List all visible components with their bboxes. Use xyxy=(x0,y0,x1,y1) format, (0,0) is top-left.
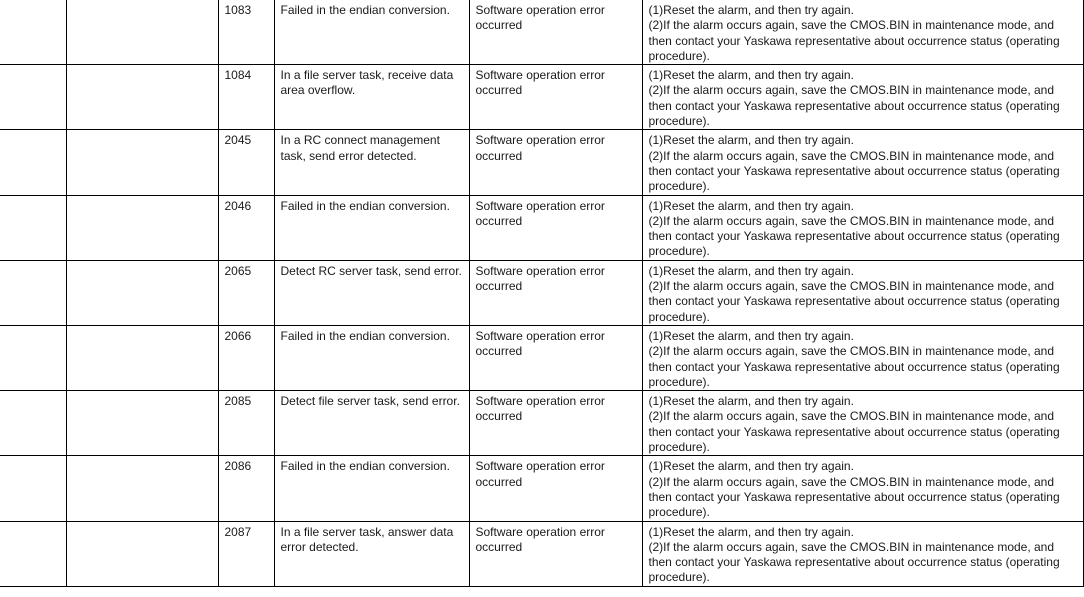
remedy-line: procedure). xyxy=(648,440,710,455)
blank-cell-b xyxy=(66,130,218,195)
remedy-line: then contact your Yaskawa representative about occurrence status (operating xyxy=(648,98,1060,113)
remedy-line: procedure). xyxy=(648,244,710,259)
table-row xyxy=(0,195,1083,260)
remedy-cell xyxy=(642,391,1083,456)
blank-cell-a xyxy=(0,65,66,130)
blank-cell-a xyxy=(0,456,66,521)
cause-cell: Software operation error occurred xyxy=(469,391,642,456)
remedy-line: (2)If the alarm occurs again, save the CMOS.BIN in maintenance mode, and xyxy=(648,409,1055,424)
remedy-line: then contact your Yaskawa representative about occurrence status (operating xyxy=(648,33,1060,48)
table-row xyxy=(0,65,1083,130)
meaning-cell: In a file server task, receive data area overflow. xyxy=(274,65,469,130)
cause-cell: Software operation error occurred xyxy=(469,130,642,195)
remedy-cell xyxy=(642,0,1083,65)
remedy-line: then contact your Yaskawa representative about occurrence status (operating xyxy=(648,424,1060,439)
remedy-line: procedure). xyxy=(648,48,710,63)
remedy-line: procedure). xyxy=(648,114,710,129)
blank-cell-b xyxy=(66,195,218,260)
remedy-line: (2)If the alarm occurs again, save the CMOS.BIN in maintenance mode, and xyxy=(648,83,1055,98)
blank-cell-a xyxy=(0,521,66,586)
meaning-cell: Detect RC server task, send error. xyxy=(274,260,469,325)
alarm-code-cell: 1083 xyxy=(218,0,274,65)
alarm-code-cell: 2066 xyxy=(218,325,274,390)
table-row xyxy=(0,325,1083,390)
remedy-line: then contact your Yaskawa representative about occurrence status (operating xyxy=(648,294,1060,309)
remedy-line: then contact your Yaskawa representative about occurrence status (operating xyxy=(648,359,1060,374)
remedy-cell xyxy=(642,195,1083,260)
blank-cell-b xyxy=(66,260,218,325)
cause-cell: Software operation error occurred xyxy=(469,195,642,260)
blank-cell-b xyxy=(66,521,218,586)
remedy-line: then contact your Yaskawa representative about occurrence status (operating xyxy=(648,163,1060,178)
remedy-line: (1)Reset the alarm, and then try again. xyxy=(648,3,854,17)
remedy-cell xyxy=(642,456,1083,521)
remedy-line: then contact your Yaskawa representative about occurrence status (operating xyxy=(648,555,1060,570)
blank-cell-a xyxy=(0,130,66,195)
cause-cell: Software operation error occurred xyxy=(469,65,642,130)
alarm-code-cell: 2086 xyxy=(218,456,274,521)
remedy-line: (1)Reset the alarm, and then try again. xyxy=(648,263,854,278)
remedy-line: then contact your Yaskawa representative about occurrence status (operating xyxy=(648,489,1060,504)
remedy-cell xyxy=(642,65,1083,130)
meaning-cell: Failed in the endian conversion. xyxy=(274,456,469,521)
blank-cell-b xyxy=(66,0,218,65)
remedy-line: (1)Reset the alarm, and then try again. xyxy=(648,328,854,343)
remedy-line: (2)If the alarm occurs again, save the CMOS.BIN in maintenance mode, and xyxy=(648,148,1055,163)
meaning-cell: In a RC connect management task, send error detected. xyxy=(274,130,469,195)
remedy-line: (2)If the alarm occurs again, save the CMOS.BIN in maintenance mode, and xyxy=(648,344,1055,359)
remedy-cell xyxy=(642,521,1083,586)
table-row xyxy=(0,391,1083,456)
blank-cell-b xyxy=(66,325,218,390)
remedy-line: procedure). xyxy=(648,570,710,585)
table-row xyxy=(0,521,1083,586)
blank-cell-b xyxy=(66,456,218,521)
remedy-line: (1)Reset the alarm, and then try again. xyxy=(648,198,854,213)
meaning-cell: Failed in the endian conversion. xyxy=(274,325,469,390)
remedy-line: (1)Reset the alarm, and then try again. xyxy=(648,394,854,409)
table-row xyxy=(0,456,1083,521)
table-row xyxy=(0,0,1083,65)
remedy-line: (1)Reset the alarm, and then try again. xyxy=(648,524,854,539)
remedy-line: procedure). xyxy=(648,309,710,324)
remedy-line: (2)If the alarm occurs again, save the CMOS.BIN in maintenance mode, and xyxy=(648,474,1055,489)
remedy-line: (1)Reset the alarm, and then try again. xyxy=(648,133,854,148)
table-row xyxy=(0,130,1083,195)
remedy-line: (2)If the alarm occurs again, save the CMOS.BIN in maintenance mode, and xyxy=(648,18,1055,33)
blank-cell-a xyxy=(0,325,66,390)
remedy-line: (1)Reset the alarm, and then try again. xyxy=(648,459,854,474)
alarm-code-cell: 2046 xyxy=(218,195,274,260)
meaning-cell: Failed in the endian conversion. xyxy=(274,0,469,65)
cause-cell: Software operation error occurred xyxy=(469,0,642,65)
remedy-line: (1)Reset the alarm, and then try again. xyxy=(648,68,854,83)
alarm-code-cell: 2045 xyxy=(218,130,274,195)
blank-cell-a xyxy=(0,260,66,325)
alarm-code-cell: 2065 xyxy=(218,260,274,325)
remedy-line: (2)If the alarm occurs again, save the CMOS.BIN in maintenance mode, and xyxy=(648,213,1055,228)
blank-cell-a xyxy=(0,391,66,456)
remedy-line: (2)If the alarm occurs again, save the CMOS.BIN in maintenance mode, and xyxy=(648,539,1055,554)
remedy-cell xyxy=(642,325,1083,390)
cause-cell: Software operation error occurred xyxy=(469,260,642,325)
meaning-cell: Detect file server task, send error. xyxy=(274,391,469,456)
remedy-line: procedure). xyxy=(648,179,710,194)
blank-cell-a xyxy=(0,195,66,260)
remedy-line: procedure). xyxy=(648,505,710,520)
remedy-cell xyxy=(642,260,1083,325)
alarm-code-cell: 2085 xyxy=(218,391,274,456)
cause-cell: Software operation error occurred xyxy=(469,521,642,586)
blank-cell-a xyxy=(0,0,66,65)
meaning-cell: In a file server task, answer data error detected. xyxy=(274,521,469,586)
table-row xyxy=(0,260,1083,325)
meaning-cell: Failed in the endian conversion. xyxy=(274,195,469,260)
alarm-code-cell: 2087 xyxy=(218,521,274,586)
alarm-code-cell: 1084 xyxy=(218,65,274,130)
remedy-cell xyxy=(642,130,1083,195)
remedy-line: (2)If the alarm occurs again, save the CMOS.BIN in maintenance mode, and xyxy=(648,279,1055,294)
remedy-line: then contact your Yaskawa representative about occurrence status (operating xyxy=(648,229,1060,244)
blank-cell-b xyxy=(66,391,218,456)
remedy-line: procedure). xyxy=(648,374,710,389)
blank-cell-b xyxy=(66,65,218,130)
cause-cell: Software operation error occurred xyxy=(469,456,642,521)
cause-cell: Software operation error occurred xyxy=(469,325,642,390)
